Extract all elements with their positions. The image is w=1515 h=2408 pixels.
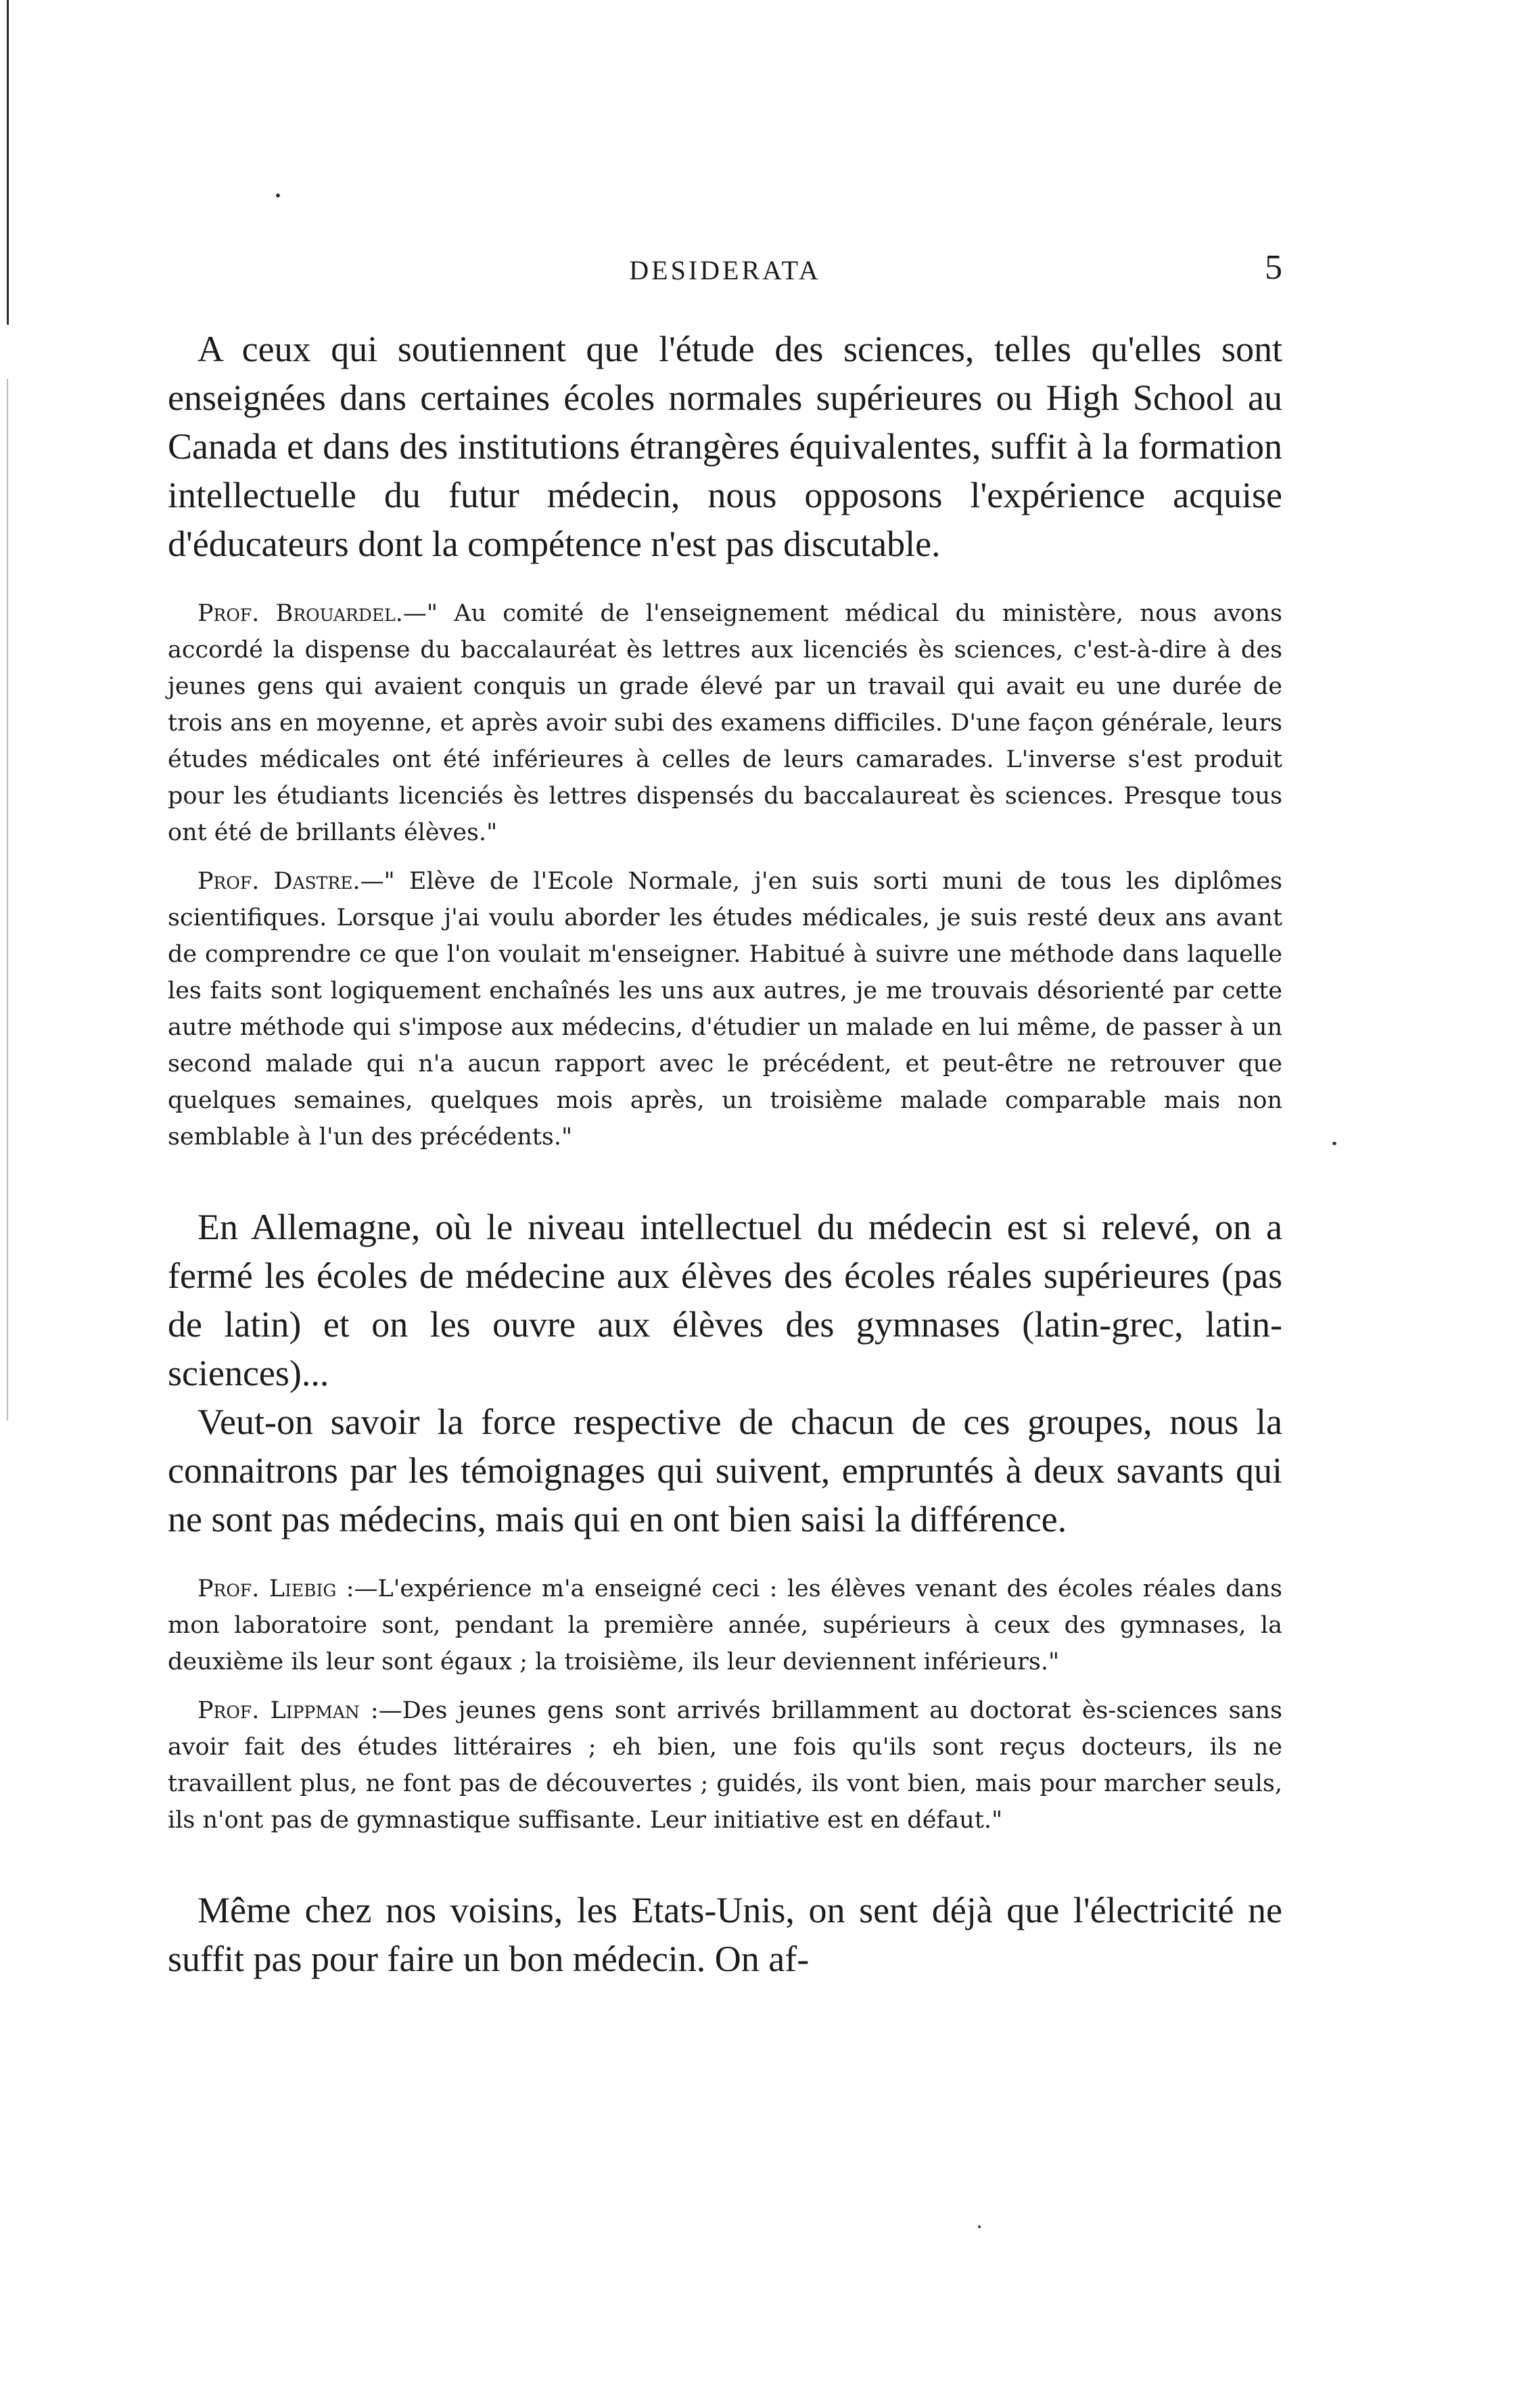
quote-liebig	[168, 1571, 1282, 1680]
body-paragraph: A ceux qui soutiennent que l'étude des sciences, telles qu'elles sont enseignées dans certaines écoles normales supérieures ou High School au Canada et dans des institutions étrangères équivalentes, suffit à la formation intellectuelle du futur médecin, nous opposons l'expérience acquise d'éducateurs dont la compétence n'est pas discutable.	[168, 329, 1282, 564]
quote-text: —" Elève de l'Ecole Normale, j'en suis sorti muni de tous les diplômes scientifiques. Lorsque j'ai voulu aborder les études médicales, je suis resté deux ans avant de comprendre ce que l'on voulait m'enseigner. Habitué à suivre une méthode dans laquelle les faits sont logiquement enchaînés les uns aux autres, je me trouvais désorienté par cette autre méthode qui s'impose aux médecins, d'étudier un malade en lui même, de passer à un second malade qui n'a aucun rapport avec le précédent, et peut-être ne retrouver que quelques semaines, quelques mois après, un troisième malade comparable mais non semblable à l'un des précédents."	[168, 868, 1282, 1151]
page-body	[168, 325, 1282, 1983]
quote-text: —" Au comité de l'enseignement médical du ministère, nous avons accordé la dispense du baccalauréat ès lettres aux licenciés ès sciences, c'est-à-dire à des jeunes gens qui avaient conquis un grade élevé par un travail qui avait eu une durée de trois ans en moyenne, et après avoir subi des examens difficiles. D'une façon générale, leurs études médicales ont été inférieures à celles de leurs camarades. L'inverse s'est produit pour les étudiants licenciés ès lettres dispensés du baccalaureat ès sciences. Presque tous ont été de brillants élèves."	[168, 600, 1283, 846]
page-number: 5	[1265, 248, 1282, 287]
page-header	[168, 248, 1282, 296]
body-paragraph: Même chez nos voisins, les Etats-Unis, on sent déjà que l'électricité ne suffit pas pour faire un bon médecin. On af-	[168, 1890, 1282, 1979]
body-paragraph: Veut-on savoir la force respective de chacun de ces groupes, nous la connaitrons par les témoignages qui suivent, empruntés à deux savants qui ne sont pas médecins, mais qui en ont bien saisi la différence.	[168, 1402, 1282, 1539]
quote-speaker: Prof. Brouardel.	[197, 600, 403, 627]
body-paragraph: En Allemagne, où le niveau intellectuel du médecin est si relevé, on a fermé les écoles de médecine aux élèves des écoles réales supérieures (pas de latin) et on les ouvre aux élèves des gymnases (latin-grec, latin-sciences)...	[168, 1207, 1282, 1393]
scan-speck	[276, 193, 280, 198]
quote-lippman	[168, 1692, 1282, 1838]
quote-dastre	[168, 863, 1282, 1155]
quote-brouardel	[168, 595, 1282, 851]
quote-text: :—Des jeunes gens sont arrivés brillamment au doctorat ès-sciences sans avoir fait des études littéraires ; eh bien, une fois qu'ils sont reçus docteurs, ils ne travaillent plus, ne font pas de découvertes ; guidés, ils vont bien, mais pour marcher seuls, ils n'ont pas de gymnastique suffisante. Leur initiative est en défaut."	[168, 1697, 1282, 1834]
scan-speck	[1332, 1142, 1336, 1145]
running-title: DESIDERATA	[629, 255, 821, 285]
scan-edge-line-faint	[7, 379, 8, 1420]
quote-speaker: Prof. Lippman	[197, 1697, 360, 1724]
quote-speaker: Prof. Liebig	[197, 1575, 337, 1602]
scan-speck	[978, 2225, 981, 2228]
scan-edge-line	[7, 0, 9, 325]
quote-text: :—L'expérience m'a enseigné ceci : les élèves venant des écoles réales dans mon laboratoire sont, pendant la première année, supérieurs à ceux des gymnases, la deuxième ils leur sont égaux ; la troisième, ils leur deviennent inférieurs."	[168, 1575, 1282, 1675]
quote-speaker: Prof. Dastre.	[197, 868, 360, 895]
